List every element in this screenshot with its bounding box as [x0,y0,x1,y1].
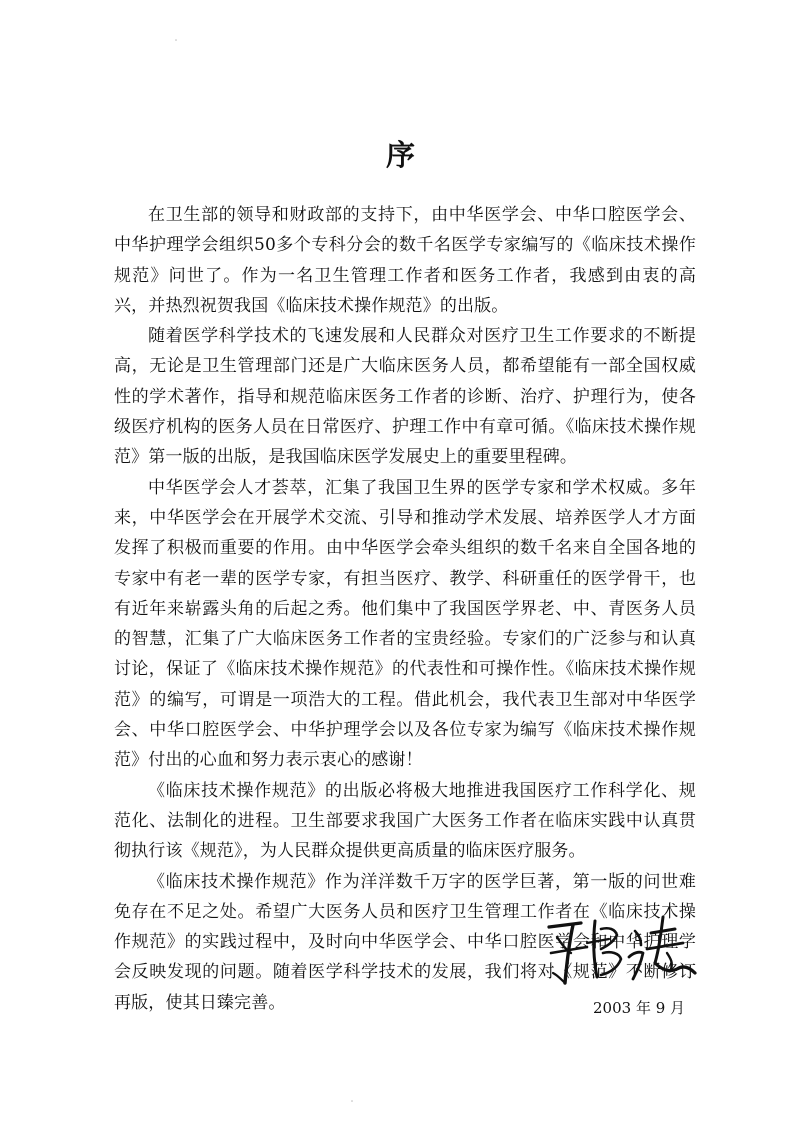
page-title: 序 [385,138,417,172]
date: 2003 年 9 月 [593,999,686,1017]
paragraph-1: 在卫生部的领导和财政部的支持下，由中华医学会、中华口腔医学会、中华护理学会组织50多个专科分会的数千名医学专家编写的《临床技术操作规范》问世了。作为一名卫生管理工作者和医务工作者，我感到由衷的高兴，并热烈祝贺我国《临床技术操作规范》的出版。 [114,205,696,316]
signature-icon [543,913,703,991]
paragraph-3: 中华医学会人才荟萃，汇集了我国卫生界的医学专家和学术权威。多年来，中华医学会在开展学术交流、引导和推动学术发展、培养医学人才方面发挥了积极而重要的作用。由中华医学会牵头组织的数千名来自全国各地的专家中有老一辈的医学专家，有担当医疗、教学、科研重任的医学骨干，也有近年来崭露头角的后起之秀。他们集中了我国医学界老、中、青医务人员的智慧，汇集了广大临床医务工作者的宝贵经验。专家们的广泛参与和认真讨论，保证了《临床技术操作规范》的代表性和可操作性。《临床技术操作规范》的编写，可谓是一项浩大的工程。借此机会，我代表卫生部对中华医学会、中华口腔医学会、中华护理学会以及各位专家为编写《临床技术操作规范》付出的心血和努力表示衷心的感谢！ [114,477,696,771]
paragraph-2: 随着医学科学技术的飞速发展和人民群众对医疗卫生工作要求的不断提高，无论是卫生管理部门还是广大临床医务人员，都希望能有一部全国权威性的学术著作，指导和规范临床医务工作者的诊断、治疗、护理行为，使各级医疗机构的医务人员在日常医疗、护理工作中有章可循。《临床技术操作规范》第一版的出版，是我国临床医学发展史上的重要里程碑。 [114,326,696,468]
preface-body [114,200,696,1018]
paragraph-5: 《临床技术操作规范》作为洋洋数千万字的医学巨著，第一版的问世难免存在不足之处。希望广大医务人员和医疗卫生管理工作者在《临床技术操作规范》的实践过程中，及时向中华医学会、中华口腔医学会和中华护理学会反映发现的问题。随着医学科学技术的发展，我们将对《规范》不断修订再版，使其日臻完善。 [114,871,696,1013]
paragraph-4: 《临床技术操作规范》的出版必将极大地推进我国医疗工作科学化、规范化、法制化的进程。卫生部要求我国广大医务工作者在临床实践中认真贯彻执行该《规范》，为人民群众提供更高质量的临床医疗服务。 [114,780,696,862]
